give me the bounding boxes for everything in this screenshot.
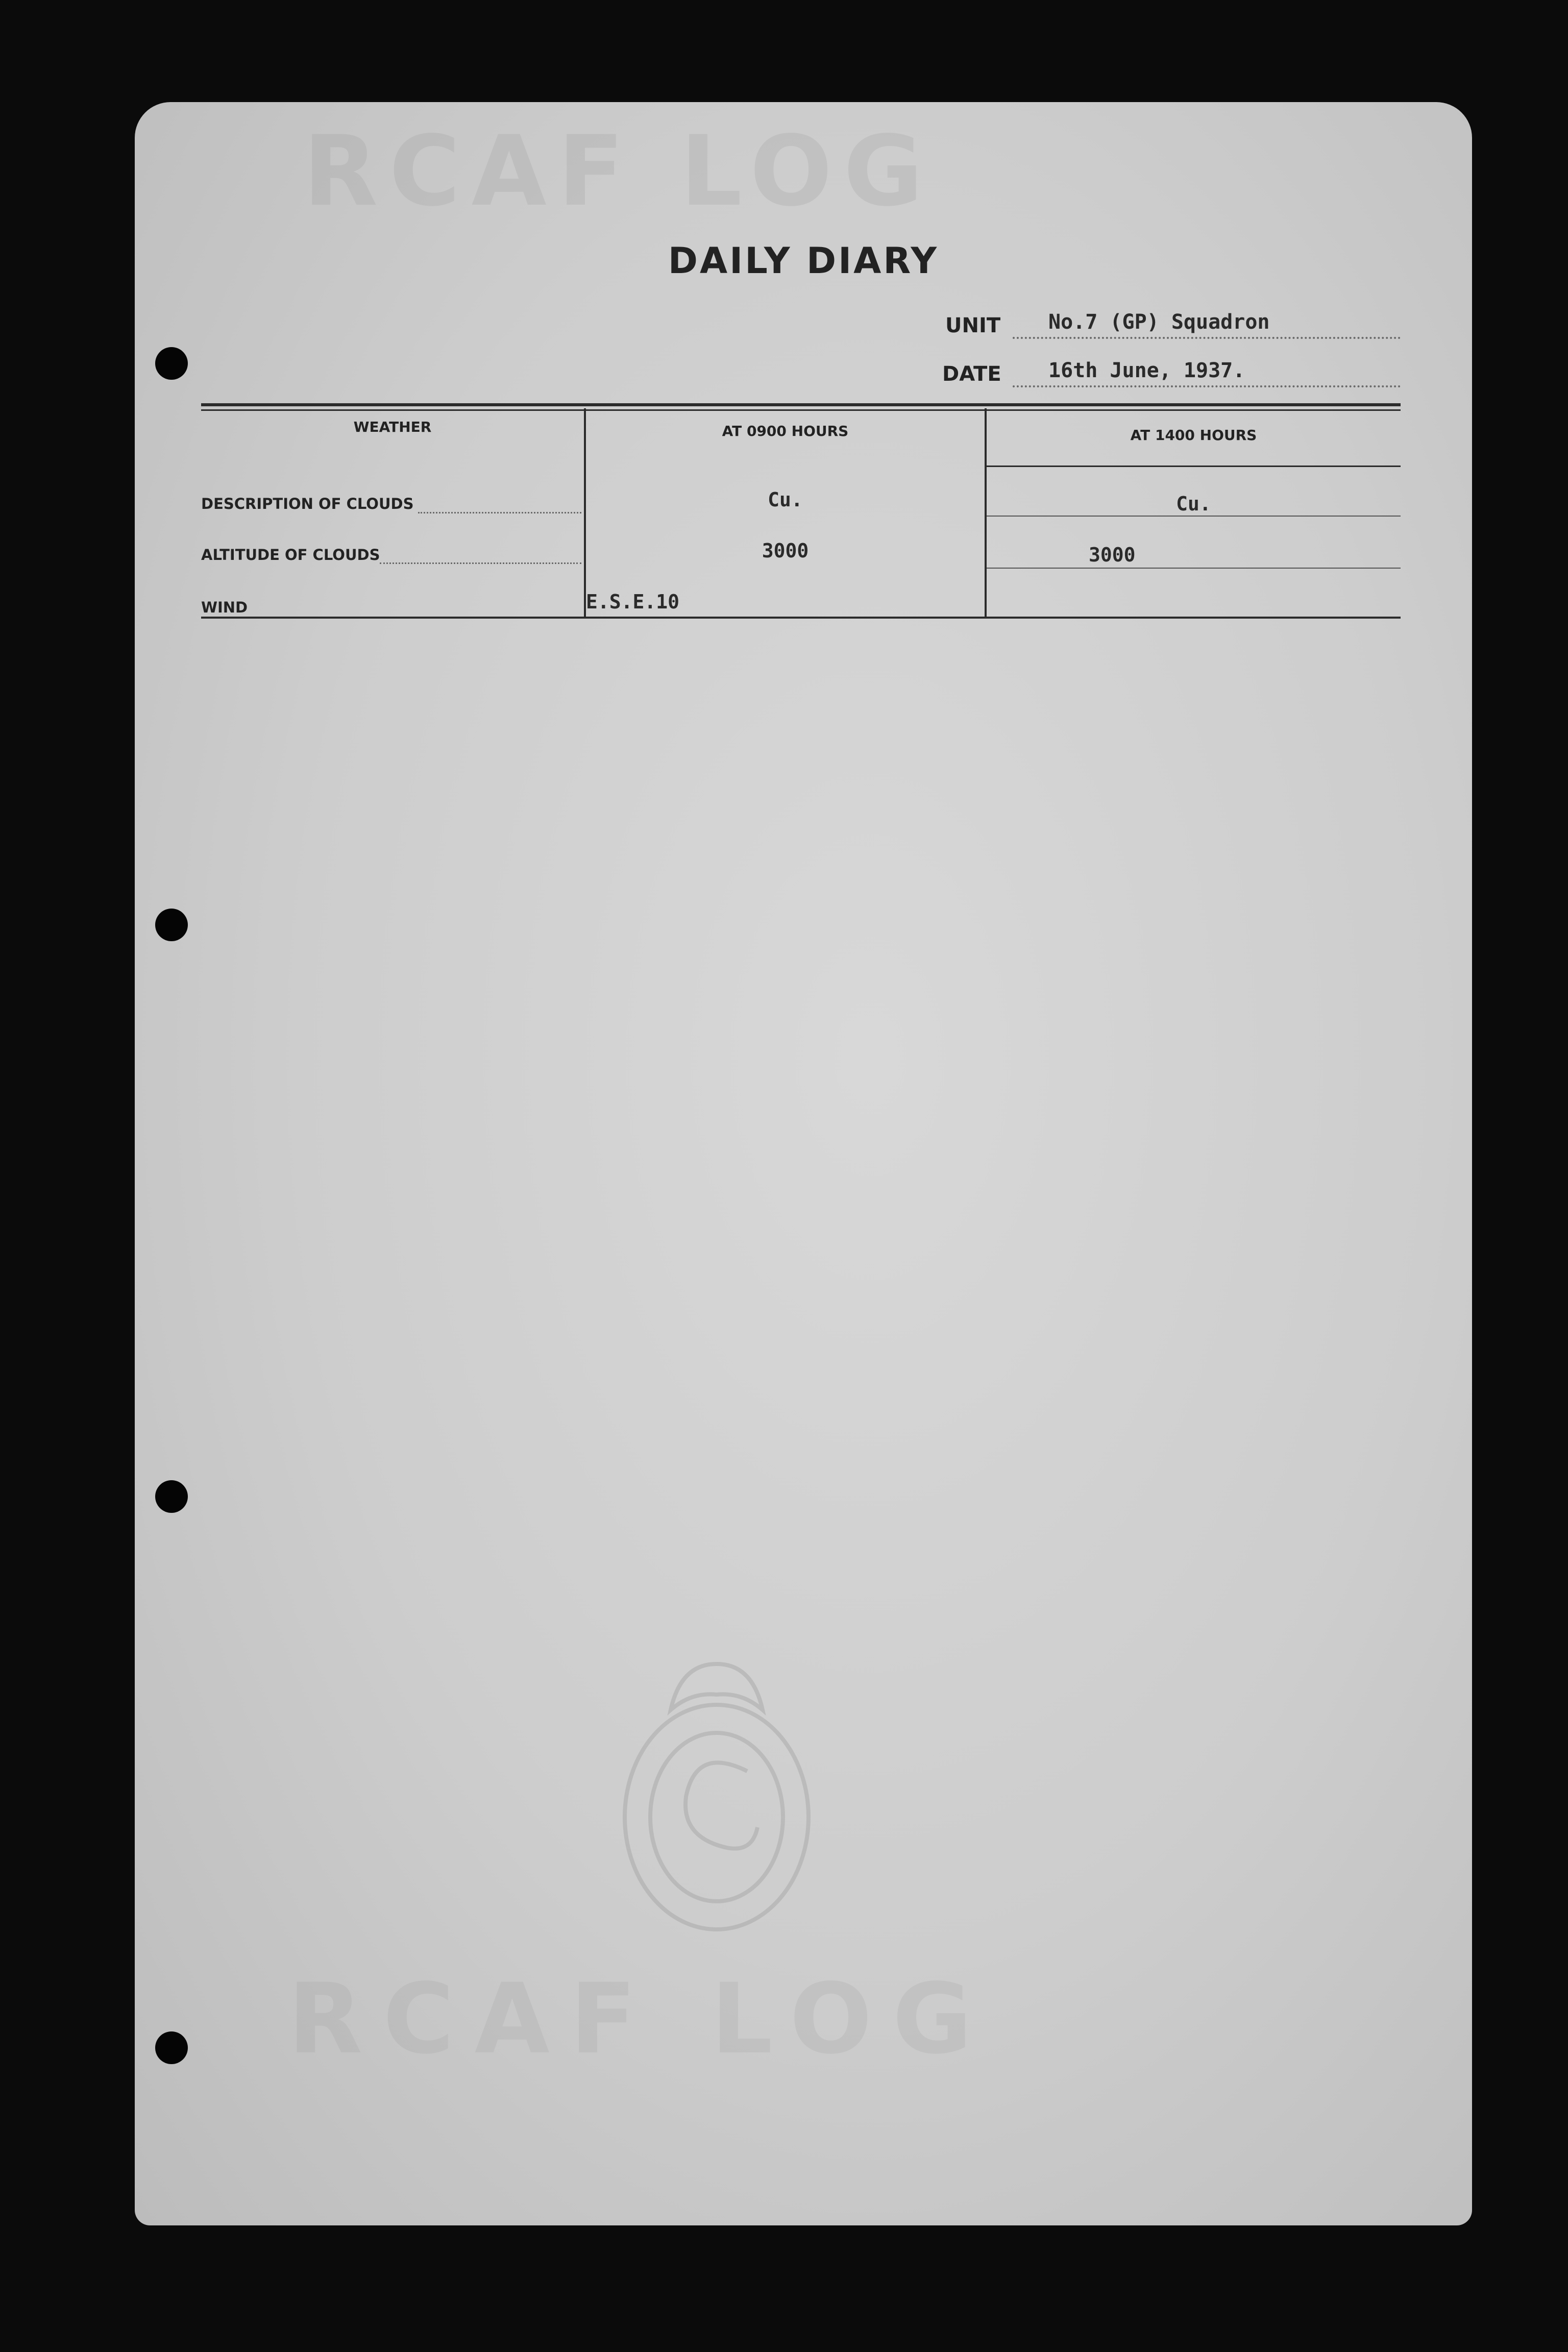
watermark-bottom: RCAF LOG	[288, 1963, 993, 2075]
row-label-wind: WIND	[201, 599, 248, 616]
punch-hole	[155, 1480, 188, 1513]
row-line	[987, 516, 1401, 517]
row-label-description: DESCRIPTION OF CLOUDS	[201, 495, 414, 512]
cell-0900-altitude: 3000	[762, 540, 809, 562]
column-divider	[584, 408, 586, 618]
punch-hole	[155, 347, 188, 380]
unit-label: UNIT	[945, 314, 1001, 337]
date-dotted-line	[1013, 385, 1401, 387]
document-title: DAILY DIARY	[668, 240, 939, 282]
table-bottom-rule	[201, 617, 1401, 619]
cell-0900-wind: E.S.E.10	[586, 591, 680, 613]
row-label-altitude: ALTITUDE OF CLOUDS	[201, 546, 380, 564]
header-underline	[985, 465, 1401, 467]
date-label: DATE	[942, 362, 1001, 386]
date-value: 16th June, 1937.	[1048, 359, 1245, 382]
row-line	[987, 568, 1401, 569]
cell-1400-altitude: 3000	[1089, 544, 1136, 566]
watermark-top: RCAF LOG	[303, 115, 935, 228]
row-dots	[380, 562, 581, 564]
punch-hole	[155, 2031, 188, 2064]
header-weather: WEATHER	[353, 419, 432, 435]
crest-watermark-icon	[594, 1644, 839, 1970]
diary-page	[135, 102, 1472, 2225]
header-0900: AT 0900 HOURS	[722, 423, 849, 439]
unit-value: No.7 (GP) Squadron	[1048, 310, 1270, 334]
table-top-rule-thin	[201, 409, 1401, 411]
row-dots	[418, 512, 581, 513]
table-top-rule	[201, 403, 1401, 406]
punch-hole	[155, 909, 188, 941]
unit-dotted-line	[1013, 337, 1401, 339]
cell-1400-description: Cu.	[1176, 493, 1211, 515]
header-1400: AT 1400 HOURS	[1130, 427, 1257, 444]
cell-0900-description: Cu.	[768, 488, 803, 511]
